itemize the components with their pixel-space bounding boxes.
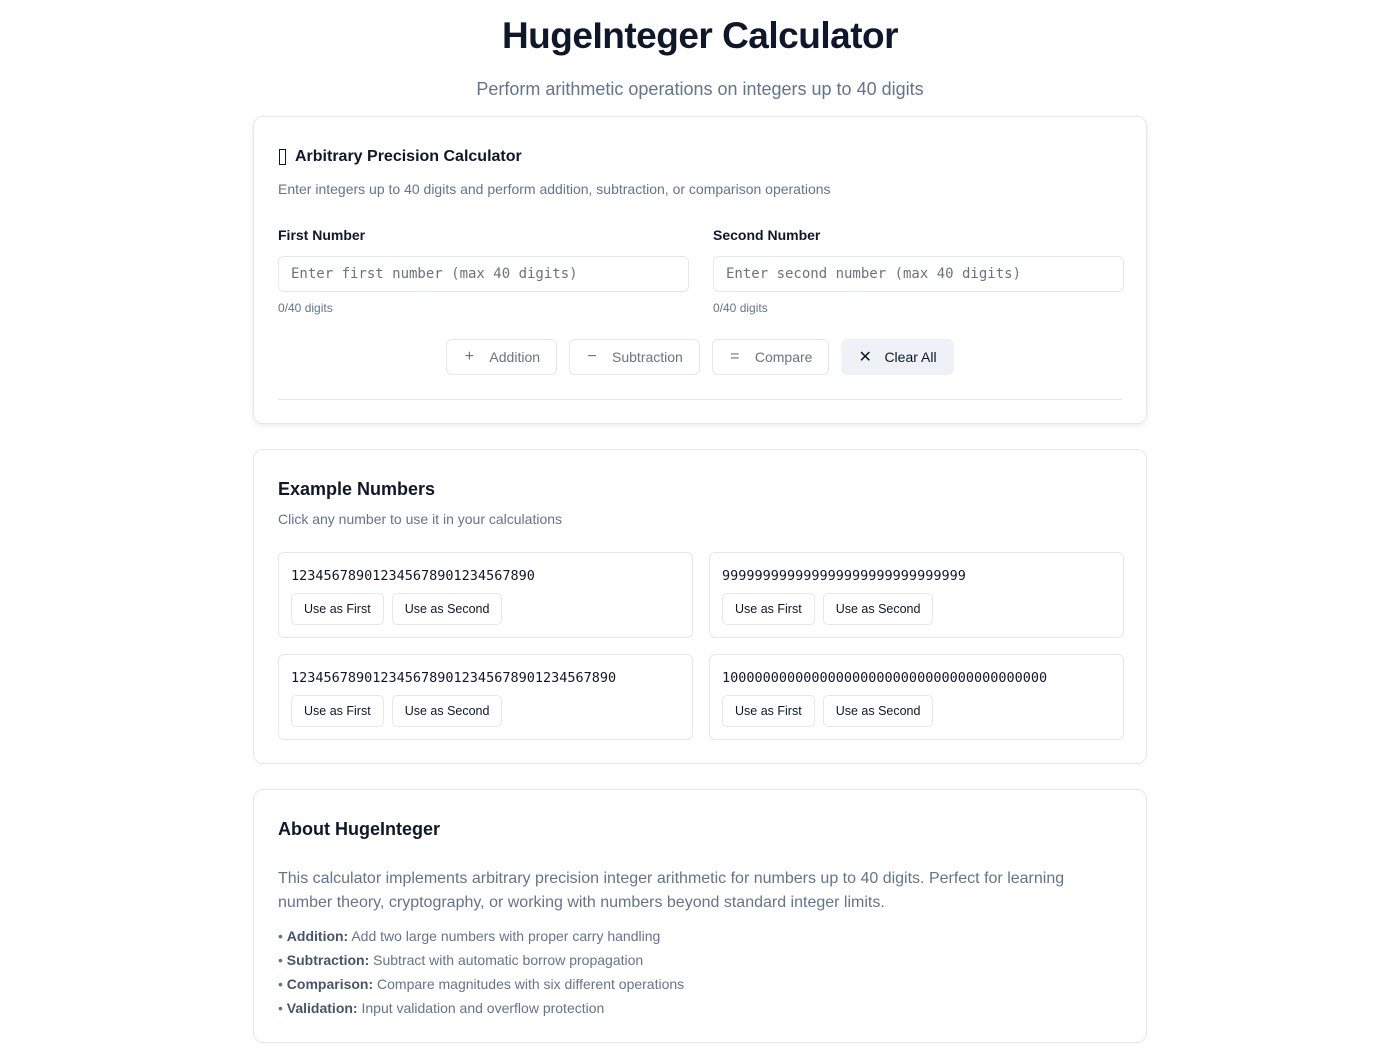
clear-all-button[interactable] [841,339,953,375]
close-icon: ✕ [858,349,872,366]
feature-item: • Addition: Add two large numbers with proper carry handling [278,928,661,944]
compare-button[interactable] [712,339,830,375]
addition-button[interactable] [446,339,557,375]
first-number-digit-count: 0/40 digits [278,301,333,315]
feature-list [278,924,684,1020]
calculator-title [278,148,522,166]
use-as-first-button[interactable]: Use as First [291,695,384,727]
addition-button-label: Addition [489,349,541,365]
example-number[interactable]: 1234567890123456789012345678901234567890 [291,670,617,686]
use-as-second-button[interactable]: Use as Second [392,593,503,625]
page-title: HugeInteger Calculator [501,15,899,56]
use-as-first-button[interactable]: Use as First [291,593,384,625]
second-number-label: Second Number [713,227,821,243]
page-header [0,0,1400,100]
operation-buttons [254,339,1146,375]
feature-item: • Comparison: Compare magnitudes with six different operations [278,976,685,992]
feature-desc: Compare magnitudes with six different operations [373,976,685,992]
compare-button-label: Compare [754,349,813,365]
about-card [253,789,1147,1043]
example-item [709,654,1124,740]
example-item [709,552,1124,638]
first-number-label: First Number [278,227,366,243]
use-as-second-button[interactable]: Use as Second [392,695,503,727]
first-number-input[interactable] [278,256,689,292]
calculator-description: Enter integers up to 40 digits and perform addition, subtraction, or comparison operations [278,181,831,197]
feature-desc: Input validation and overflow protection [357,1000,605,1016]
second-number-field [713,227,1124,315]
feature-item: • Subtraction: Subtract with automatic borrow propagation [278,952,644,968]
feature-name: Addition: [286,928,349,944]
divider [278,399,1122,400]
feature-name: Subtraction: [286,952,370,968]
subtraction-button-label: Subtraction [612,349,683,365]
minus-icon: − [587,348,597,365]
clear-all-button-label: Clear All [884,349,937,365]
example-number[interactable]: 123456789012345678901234567890 [291,568,535,584]
examples-description: Click any number to use it in your calculations [278,511,563,527]
feature-name: Comparison: [286,976,374,992]
equals-icon: = [730,348,740,365]
page-subtitle: Perform arithmetic operations on integers up to 40 digits [476,79,924,99]
feature-desc: Subtract with automatic borrow propagation [369,952,644,968]
second-number-digit-count: 0/40 digits [713,301,768,315]
example-item [278,552,693,638]
calculator-title-text: Arbitrary Precision Calculator [295,148,522,165]
use-as-first-button[interactable]: Use as First [722,695,815,727]
calculator-card [253,116,1147,424]
examples-card [253,449,1147,764]
feature-name: Validation: [286,1000,358,1016]
use-as-second-button[interactable]: Use as Second [823,593,934,625]
first-number-field [278,227,689,315]
subtraction-button[interactable] [569,339,700,375]
example-item [278,654,693,740]
use-as-second-button[interactable]: Use as Second [823,695,934,727]
calculator-icon [279,149,286,165]
second-number-input[interactable] [713,256,1124,292]
feature-desc: Add two large numbers with proper carry handling [348,928,661,944]
example-number[interactable]: 1000000000000000000000000000000000000000 [722,670,1048,686]
example-number[interactable]: 999999999999999999999999999999 [722,568,966,584]
about-text: This calculator implements arbitrary precision integer arithmetic for numbers up to 40 digits. Perfect for learning number theory, cryptography, or working with numbers beyond standard integer limits. [278,870,1065,911]
use-as-first-button[interactable]: Use as First [722,593,815,625]
examples-title: Example Numbers [278,479,436,499]
about-title: About HugeInteger [278,819,440,839]
feature-item: • Validation: Input validation and overflow protection [278,1000,605,1016]
plus-icon: + [464,348,475,365]
